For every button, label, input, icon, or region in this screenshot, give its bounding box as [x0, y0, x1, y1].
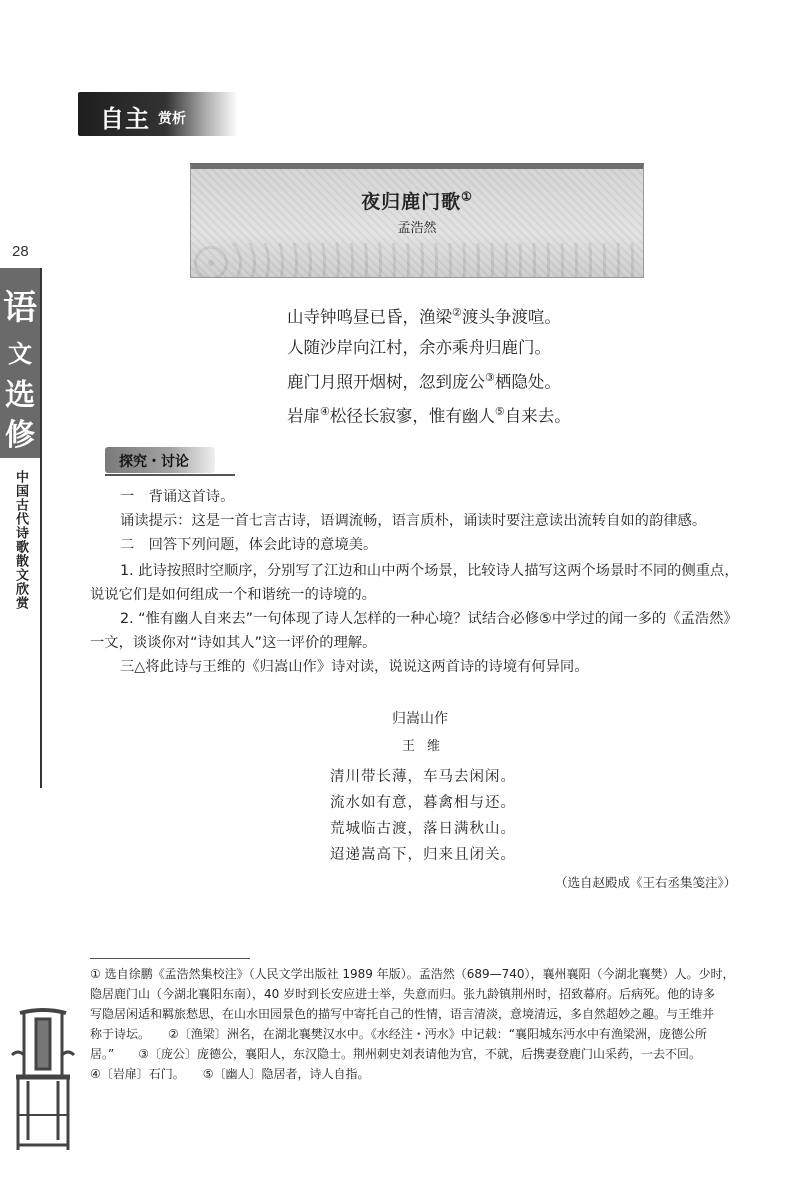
footnote-line: 写隐居闲适和羁旅愁思，在山水田园景色的描写中寄托自己的性情，语言清淡，意境清远，多自然超妙之趣。与王维并	[90, 1007, 715, 1021]
footnote-line: ① 选自徐鹏《孟浩然集校注》（人民文学出版社 1989 年版）。孟浩然（689—740），襄州襄阳（今湖北襄樊）人。少时，	[90, 967, 735, 981]
poem-line: 山寺钟鸣昼已昏，渔梁②渡头争渡喧。	[287, 306, 561, 327]
poem2-line: 迢递嵩高下，归来且闭关。	[330, 847, 516, 863]
footnote-line: ④〔岩扉〕石门。 ⑤〔幽人〕隐居者，诗人自指。	[90, 1067, 370, 1081]
poem-body	[287, 298, 571, 432]
section-banner	[78, 92, 238, 136]
question-3: 三△将此诗与王维的《归嵩山作》诗对读，说说这两首诗的诗境有何异同。	[120, 659, 589, 675]
poem-line: 人随沙岸向江村，余亦乘舟归鹿门。	[287, 337, 551, 357]
poem-author: 孟浩然	[397, 221, 437, 236]
question-2: 二 回答下列问题，体会此诗的意境美。	[120, 537, 378, 553]
poem2-source: （选自赵殿成《王右丞集笺注》）	[555, 875, 737, 890]
question-1-hint: 诵读提示：这是一首七言古诗，语调流畅，语言质朴，诵读时要注意读出流转自如的韵律感。	[120, 513, 707, 529]
chair-illustration	[8, 1005, 78, 1155]
footnote-mark: ①	[461, 189, 473, 204]
section-banner-main: 自主	[100, 104, 150, 133]
question-1: 一 背诵这首诗。	[120, 489, 235, 505]
side-divider	[40, 268, 42, 788]
poem-line: 岩扉④松径长寂寥，惟有幽人⑤自来去。	[287, 405, 571, 426]
poem2-line: 荒城临古渡，落日满秋山。	[330, 821, 516, 837]
side-tab-char-4: 修	[5, 418, 35, 453]
footnote-line: 居。” ③〔庞公〕庞德公，襄阳人，东汉隐士。荆州刺史刘表请他为官，不就，后携妻登鹿门山采药，一去不回。	[90, 1047, 701, 1061]
footnote-line: 隐居鹿门山（今湖北襄阳东南），40 岁时到长安应进士举，失意而归。张九龄镇荆州时，招致幕府。后病死。他的诗多	[90, 987, 716, 1001]
question-2-2: 2. “惟有幽人自来去”一句体现了诗人怎样的一种心境？试结合必修⑤中学过的闻一多的《孟浩然》一文，谈谈你对“诗如其人”这一评价的理解。	[90, 611, 738, 651]
poem2-line: 清川带长薄，车马去闲闲。	[330, 769, 516, 785]
footnote-rule	[90, 958, 250, 959]
side-tab-char-2: 文	[8, 339, 32, 368]
book-subtitle: 中国古代诗歌散文欣赏	[13, 470, 28, 610]
side-tab-char-1: 语	[3, 288, 37, 328]
footnotes	[90, 964, 750, 1084]
footnote-line: 称于诗坛。 ②〔渔梁〕洲名，在湖北襄樊汉水中。《水经注・沔水》中记载：“襄阳城东沔水中有渔梁洲，庞德公所	[90, 1027, 707, 1041]
poem-title-box	[190, 163, 644, 278]
discussion-underline	[105, 474, 235, 476]
poem-title: 夜归鹿门歌①	[361, 189, 473, 213]
poem2-author: 王维	[402, 739, 453, 754]
page-number: 28	[12, 243, 29, 260]
decorative-pattern	[191, 243, 643, 277]
question-2-1: 1. 此诗按照时空顺序，分别写了江边和山中两个场景，比较诗人描写这两个场景时不同的侧重点，说说它们是如何组成一个和谐统一的诗境的。	[90, 563, 739, 603]
poem-line: 鹿门月照开烟树，忽到庞公③栖隐处。	[287, 370, 561, 391]
side-tab-char-3: 选	[5, 378, 35, 413]
side-tab	[0, 268, 40, 458]
section-banner-sub: 赏析	[158, 111, 186, 127]
poem2-body	[330, 764, 516, 868]
poem2-title: 归嵩山作	[392, 711, 448, 727]
discussion-label: 探究・讨论	[105, 447, 215, 473]
poem2-line: 流水如有意，暮禽相与还。	[330, 795, 516, 811]
